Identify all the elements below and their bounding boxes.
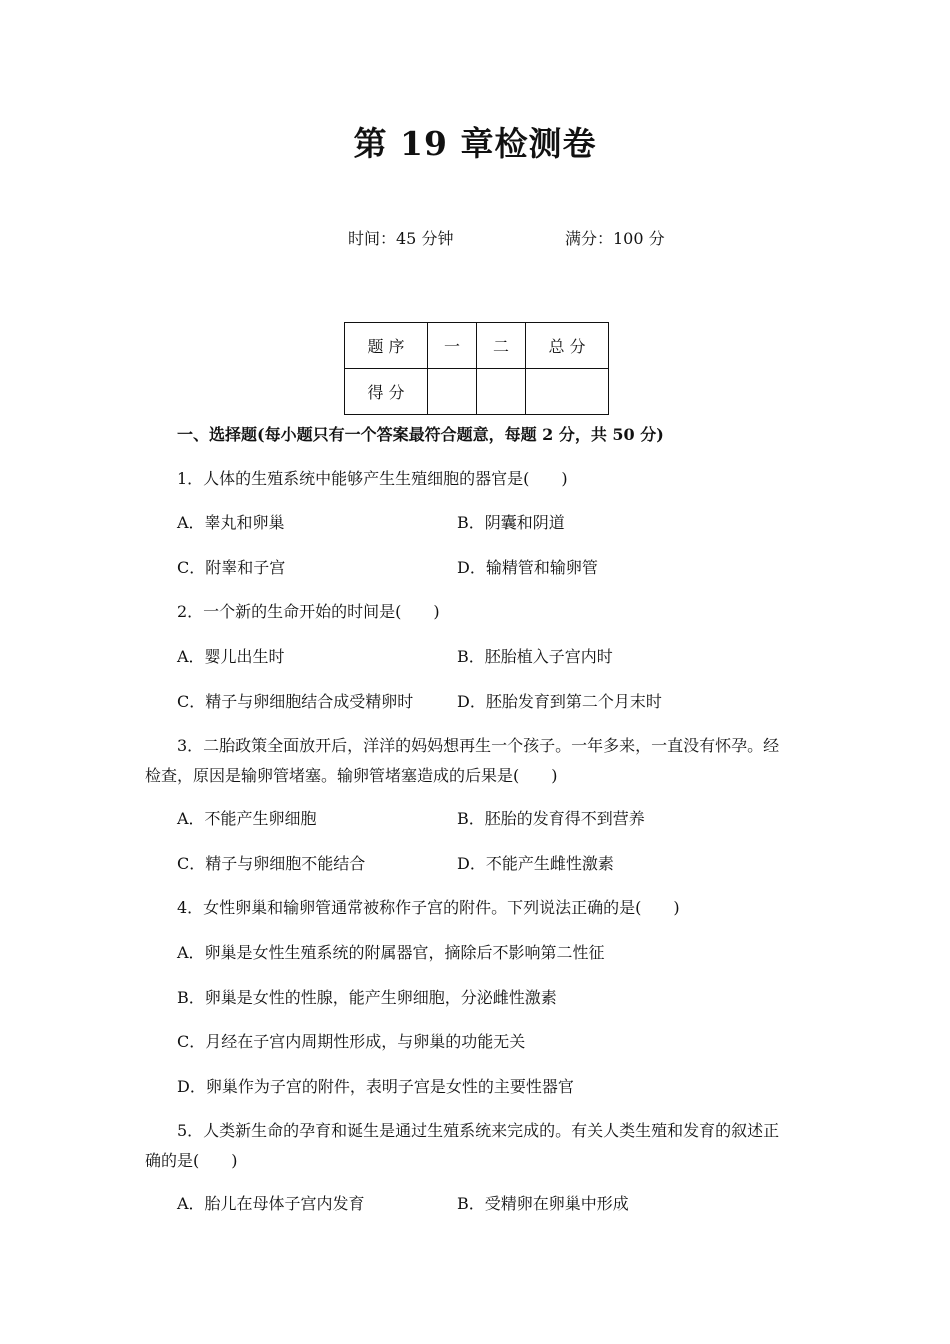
score-cell-total[interactable] [526,369,609,415]
score-cell-section2[interactable] [477,369,526,415]
option-a: A．卵巢是女性生殖系统的附属器官，摘除后不影响第二性征 [177,943,605,962]
question-stem-continued: 确的是( ) [145,1151,238,1170]
question-stem: 2．一个新的生命开始的时间是( ) [177,602,440,621]
option-a: A．婴儿出生时 [177,647,285,666]
score-table [344,322,609,415]
score-table-score-row [345,369,609,415]
option-c: C．精子与卵细胞结合成受精卵时 [177,692,414,711]
option-c: C．精子与卵细胞不能结合 [177,854,366,873]
exam-time: 时间：45 分钟 [348,229,454,248]
option-b: B．受精卵在卵巢中形成 [457,1194,629,1213]
question-stem: 1．人体的生殖系统中能够产生生殖细胞的器官是( ) [177,469,568,488]
section-heading: 一、选择题(每小题只有一个答案最符合题意，每题 2 分，共 50 分) [177,425,664,444]
option-b: B．卵巢是女性的性腺，能产生卵细胞，分泌雌性激素 [177,988,557,1007]
score-table-row-label: 得 分 [345,369,428,415]
option-d: D．胚胎发育到第二个月末时 [457,692,662,711]
option-c: C．附睾和子宫 [177,558,286,577]
score-table-header-cell: 总 分 [526,323,609,369]
score-table-header-cell: 题 序 [345,323,428,369]
exam-full-score: 满分：100 分 [565,229,665,248]
option-c: C．月经在子宫内周期性形成，与卵巢的功能无关 [177,1032,526,1051]
question-stem: 4．女性卵巢和输卵管通常被称作子宫的附件。下列说法正确的是( ) [177,898,680,917]
score-table-header-cell: 一 [428,323,477,369]
option-b: B．阴囊和阴道 [457,513,565,532]
option-d: D．卵巢作为子宫的附件，表明子宫是女性的主要性器官 [177,1077,574,1096]
option-d: D．输精管和输卵管 [457,558,598,577]
question-stem: 5．人类新生命的孕育和诞生是通过生殖系统来完成的。有关人类生殖和发育的叙述正 [177,1121,780,1140]
option-b: B．胚胎植入子宫内时 [457,647,613,666]
question-stem: 3．二胎政策全面放开后，洋洋的妈妈想再生一个孩子。一年多来，一直没有怀孕。经 [177,736,780,755]
score-table-header-cell: 二 [477,323,526,369]
question-stem-continued: 检查，原因是输卵管堵塞。输卵管堵塞造成的后果是( ) [145,766,558,785]
option-b: B．胚胎的发育得不到营养 [457,809,645,828]
option-a: A．不能产生卵细胞 [177,809,317,828]
option-d: D．不能产生雌性激素 [457,854,614,873]
option-a: A．胎儿在母体子宫内发育 [177,1194,365,1213]
option-a: A．睾丸和卵巢 [177,513,285,532]
page-title: 第 19 章检测卷 [353,124,597,163]
score-table-header-row [345,323,609,369]
score-cell-section1[interactable] [428,369,477,415]
